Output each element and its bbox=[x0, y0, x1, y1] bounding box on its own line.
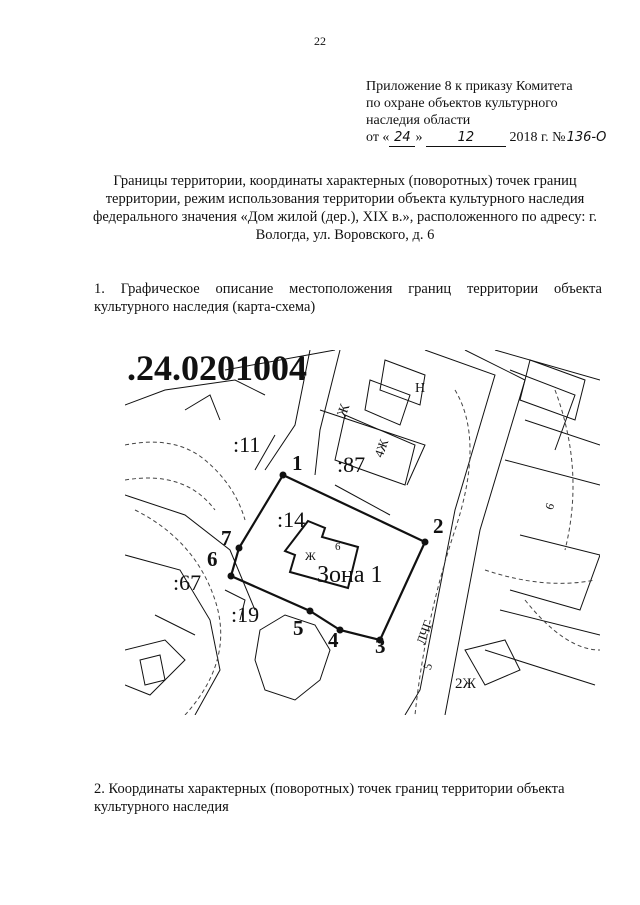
street-label: ЛЧГ bbox=[413, 618, 436, 647]
boundary-point-7 bbox=[236, 545, 243, 552]
boundary-point-2 bbox=[422, 539, 429, 546]
point-label-3: 3 bbox=[375, 634, 386, 658]
section-1-heading: 1. Графическое описание местоположения границ территории объекта культурного наследия (карта-схема) bbox=[94, 281, 602, 315]
house-mark-7: 2Ж bbox=[455, 676, 476, 692]
map-background-lines bbox=[125, 350, 600, 715]
parcel-label-67: :67 bbox=[173, 570, 202, 595]
boundary-point-6 bbox=[228, 573, 235, 580]
map-scheme bbox=[125, 350, 600, 715]
boundary-point-5 bbox=[307, 608, 314, 615]
section-2-heading: 2. Координаты характерных (поворотных) точек границ территории объекта культурного наследия bbox=[94, 781, 565, 815]
order-number: 136-О bbox=[566, 130, 607, 145]
parcel-label-14: :14 bbox=[277, 507, 306, 532]
house-mark-2: Ж bbox=[334, 402, 354, 420]
house-mark-3: 4Ж bbox=[371, 437, 392, 460]
appendix-line-1: Приложение 8 к приказу Комитета bbox=[366, 79, 573, 94]
point-label-7: 7 bbox=[221, 526, 232, 550]
date-prefix: от « bbox=[366, 130, 390, 145]
point-label-5: 5 bbox=[293, 616, 304, 640]
house-mark-6: 5 bbox=[419, 661, 436, 672]
point-label-4: 4 bbox=[328, 628, 339, 652]
appendix-header bbox=[366, 78, 636, 147]
date-year: 2018 г. № bbox=[509, 130, 566, 145]
zone-1-boundary bbox=[231, 475, 425, 640]
appendix-line-2: по охране объектов культурного bbox=[366, 96, 558, 111]
parcel-label-87: :87 bbox=[337, 452, 366, 477]
house-mark-8: 6 bbox=[541, 501, 558, 512]
house-mark-4: Ж bbox=[305, 549, 316, 563]
zone-label: Зона 1 bbox=[317, 562, 383, 588]
map-dashed-lines bbox=[125, 390, 600, 715]
boundary-point-1 bbox=[280, 472, 287, 479]
date-day: 24 bbox=[389, 129, 415, 147]
parcel-label-19: :19 bbox=[231, 602, 260, 627]
cadastral-block-number: .24.0201004 bbox=[127, 350, 307, 388]
page-number: 22 bbox=[314, 34, 326, 48]
appendix-line-3: наследия области bbox=[366, 113, 471, 128]
point-label-1: 1 bbox=[292, 451, 303, 475]
document-title: Границы территории, координаты характерных (поворотных) точек границ территории, режим использования территории объекта культурного наследия федерального значения «Дом жилой (дер.), XIX в.», расположенного по адресу: г. Вологда, ул. Воровского, д. 6 bbox=[93, 173, 597, 243]
house-mark-5: 6 bbox=[335, 541, 341, 553]
date-month: 12 bbox=[426, 129, 506, 147]
date-mid: » bbox=[415, 130, 423, 145]
house-mark-1: Н bbox=[415, 381, 426, 396]
point-label-6: 6 bbox=[207, 547, 218, 571]
parcel-label-11: :11 bbox=[233, 432, 261, 457]
point-label-2: 2 bbox=[433, 514, 444, 538]
order-date-line bbox=[366, 129, 636, 147]
